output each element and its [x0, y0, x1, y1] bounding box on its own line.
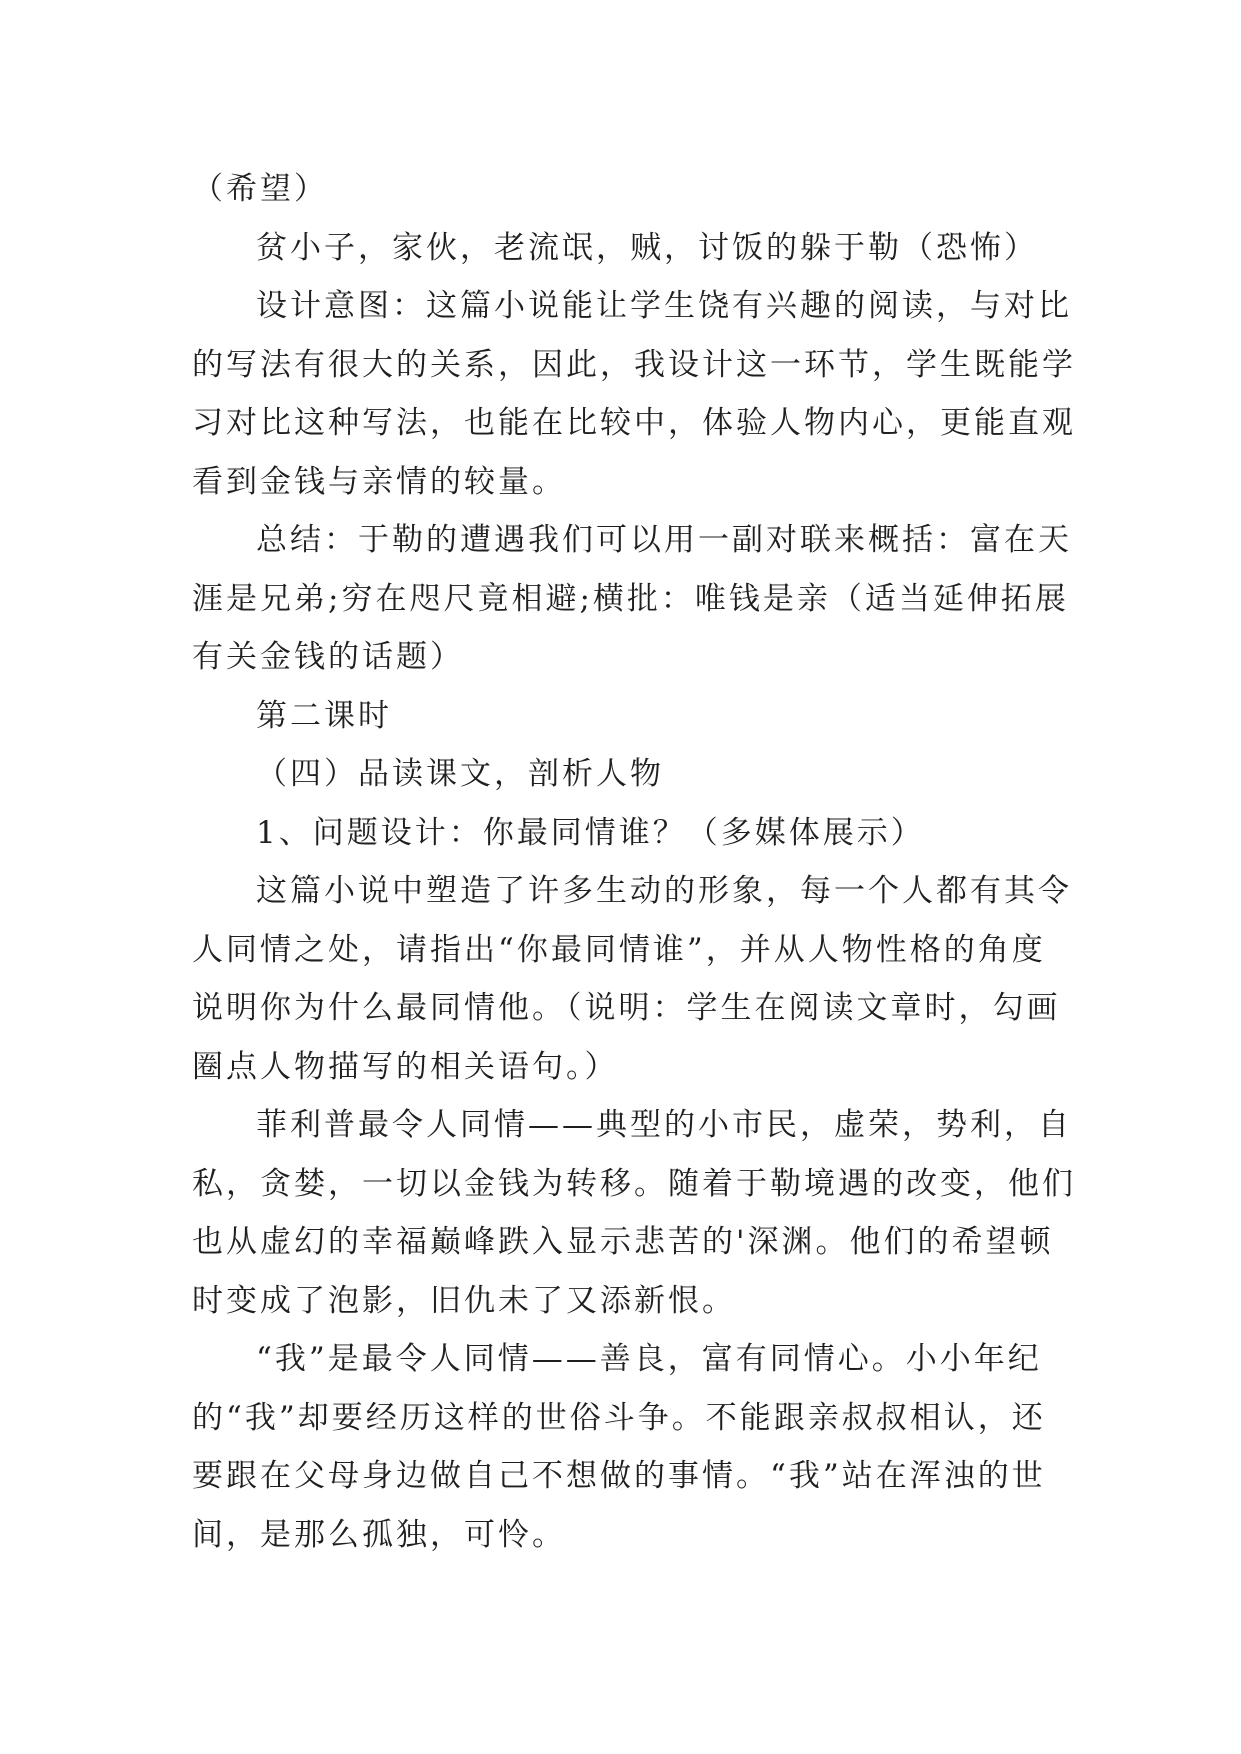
text-line: 总结：于勒的遭遇我们可以用一副对联来概括：富在天 [256, 522, 1072, 558]
text-line: 涯是兄弟;穷在咫尺竟相避;横批：唯钱是亲（适当延伸拓展 [192, 580, 1069, 617]
text-line: 这篇小说中塑造了许多生动的形象，每一个人都有其令 [256, 873, 1072, 909]
text-line: 贫小子，家伙，老流氓，贼，讨饭的躲于勒（恐怖） [256, 229, 1038, 266]
text-line: 间，是那么孤独，可怜。 [192, 1516, 566, 1553]
body-text [192, 160, 1076, 1564]
text-line: 菲利普最令人同情——典型的小市民，虚荣，势利，自 [256, 1107, 1072, 1143]
text-line: 要跟在父母身边做自己不想做的事情。“我”站在浑浊的世 [192, 1458, 1046, 1494]
text-line: “我”是最令人同情——善良，富有同情心。小小年纪 [256, 1341, 1042, 1377]
text-line: 习对比这种写法，也能在比较中，体验人物内心，更能直观 [192, 405, 1076, 441]
text-line: （希望） [192, 171, 328, 207]
text-line: 圈点人物描写的相关语句。） [192, 1048, 619, 1085]
text-line: 的“我”却要经历这样的世俗斗争。不能跟亲叔叔相认，还 [192, 1399, 1046, 1436]
subsection-heading: （四）品读课文，剖析人物 [256, 756, 664, 792]
text-line: 私，贪婪，一切以金钱为转移。随着于勒境遇的改变，他们 [192, 1165, 1076, 1202]
text-line: 也从虚幻的幸福巅峰跌入显示悲苦的'深渊。他们的希望顿 [192, 1224, 1054, 1260]
text-line: 人同情之处，请指出“你最同情谁”，并从人物性格的角度 [192, 931, 1046, 968]
text-line: 的写法有很大的关系，因此，我设计这一环节，学生既能学 [192, 346, 1076, 383]
text-line: 看到金钱与亲情的较量。 [192, 463, 566, 500]
question-line: 1、问题设计：你最同情谁？（多媒体展示） [256, 814, 925, 851]
section-heading: 第二课时 [256, 697, 392, 734]
text-line: 时变成了泡影，旧仇未了又添新恨。 [192, 1282, 736, 1319]
text-line: 有关金钱的话题） [192, 639, 464, 675]
text-line: 设计意图：这篇小说能让学生饶有兴趣的阅读，与对比 [256, 288, 1072, 324]
text-line: 说明你为什么最同情他。（说明：学生在阅读文章时，勾画 [192, 990, 1061, 1026]
